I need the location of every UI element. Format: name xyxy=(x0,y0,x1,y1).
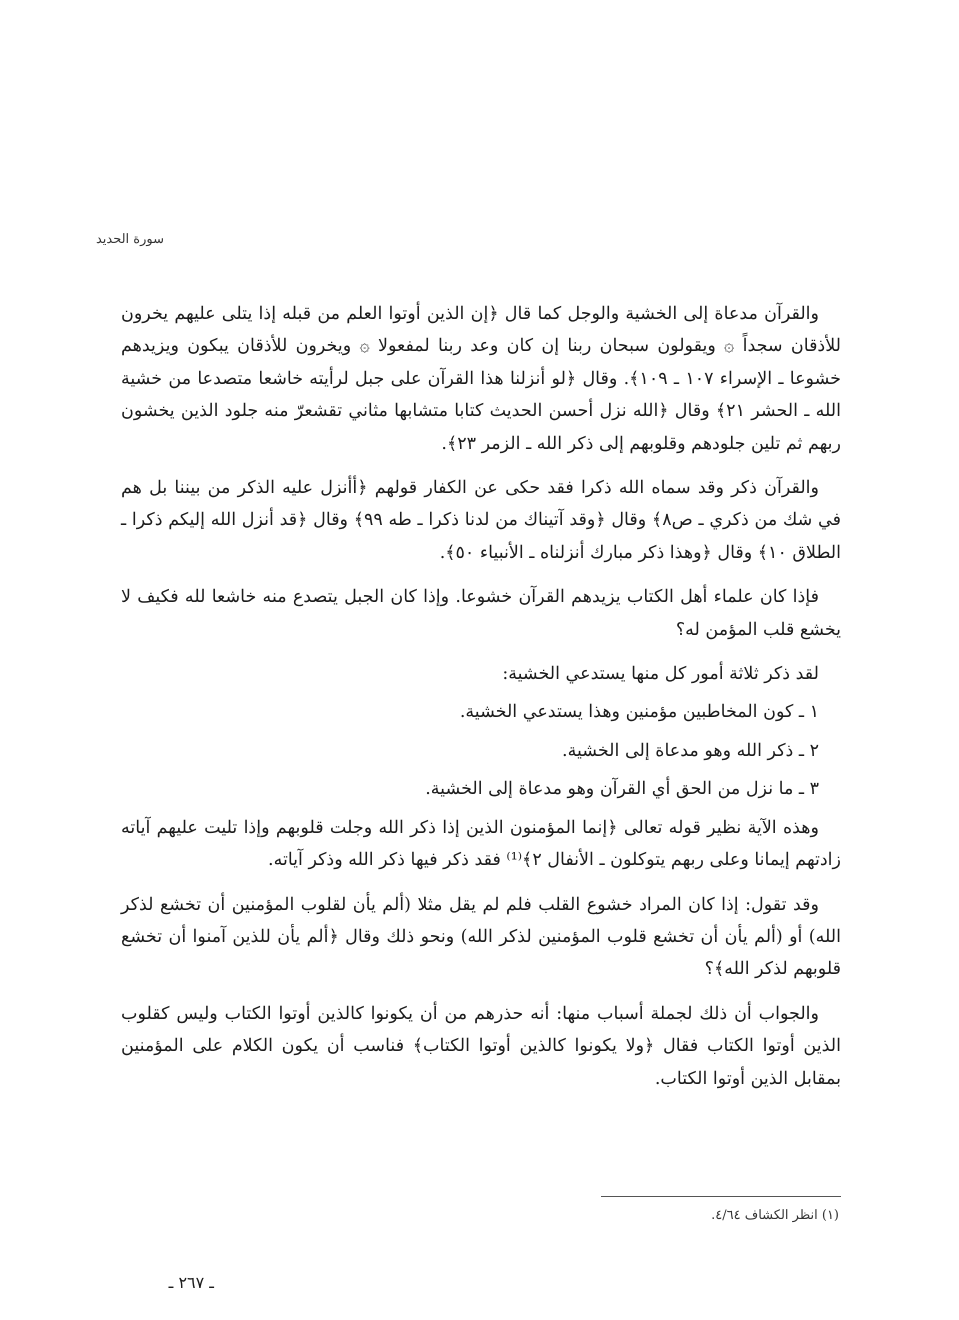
footnote-divider xyxy=(601,1196,841,1197)
paragraph: والقرآن مدعاة إلى الخشية والوجل كما قال ﴿إن الذين أوتوا العلم من قبله إذا يتلى عليهم يخرون للأذقان سجداً ۞ ويقولون سبحان ربنا إن كان وعد ربنا لمفعولا ۞ ويخرون للأذقان يبكون ويزيدهم خشوعا ـ الإسراء ١٠٧ ـ ١٠٩﴾. وقال ﴿لو أنزلنا هذا القرآن على جبل لرأيته خاشعا متصدعا من خشية الله ـ الحشر ٢١﴾ وقال ﴿الله نزل أحسن الحديث كتابا متشابها مثاني تقشعرّ منه جلود الذين يخشون ربهم ثم تلين جلودهم وقلوبهم إلى ذكر الله ـ الزمر ٢٣﴾. xyxy=(121,304,841,454)
paragraph: فإذا كان علماء أهل الكتاب يزيدهم القرآن خشوعا. وإذا كان الجبل يتصدع منه خاشعا لله فكيف لا يخشع قلب المؤمن له؟ xyxy=(121,587,841,640)
paragraph: والجواب أن ذلك لجملة أسباب منها: أنه حذرهم من أن يكونوا كالذين أوتوا الكتاب وليس كقلوب الذين أوتوا الكتاب فقال ﴿ولا يكونوا كالذين أوتوا الكتاب﴾ فناسب أن يكون الكلام على المؤمنين بمقابل الذين أوتوا الكتاب. xyxy=(121,1003,841,1089)
body-text xyxy=(121,298,841,1107)
page-number: ـ ٢٦٧ ـ xyxy=(168,1273,214,1292)
running-title: سورة الحديد xyxy=(95,232,164,247)
paragraph: وهذه الآية نظير قوله تعالى ﴿إنما المؤمنون الذين إذا ذكر الله وجلت قلوبهم وإذا تليت عليهم آياته زادتهم إيمانا وعلى ربهم يتوكلون ـ الأنفال ٢﴾⁽¹⁾ فقد ذكر فيها ذكر الله وذكر آياته. xyxy=(121,817,841,871)
list-intro: لقد ذكر ثلاثة أمور كل منها يستدعي الخشية: xyxy=(502,664,819,685)
list-item: ٢ ـ ذكر الله وهو مدعاة إلى الخشية. xyxy=(562,740,819,761)
list-item: ١ ـ كون المخاطبين مؤمنين وهذا يستدعي الخشية. xyxy=(459,702,819,723)
list-item: ٣ ـ ما نزل من الحق أي القرآن وهو مدعاة إلى الخشية. xyxy=(425,779,819,800)
footnote: (١) انظر الكشاف ٤/٦٤. xyxy=(711,1208,839,1223)
paragraph: وقد تقول: إذا كان المراد خشوع القلب فلم لم يقل مثلا (ألم يأن لقلوب المؤمنين أن تخشع لذكر الله) أو (ألم يأن أن تخشع قلوب المؤمنين لذكر الله) ونحو ذلك وقال ﴿ألم يأن للذين آمنوا أن تخشع قلوبهم لذكر الله﴾؟ xyxy=(121,894,841,980)
paragraph: والقرآن ذكر وقد سماه الله ذكرا فقد حكى عن الكفار قولهم ﴿أأنزل عليه الذكر من بيننا بل هم في شك من ذكري ـ ص٨﴾ وقال ﴿وقد آتيناك من لدنا ذكرا ـ طه ٩٩﴾ وقال ﴿قد أنزل الله إليكم ذكرا ـ الطلاق ١٠﴾ وقال ﴿وهذا ذكر مبارك أنزلناه ـ الأنبياء ٥٠﴾. xyxy=(121,478,842,563)
